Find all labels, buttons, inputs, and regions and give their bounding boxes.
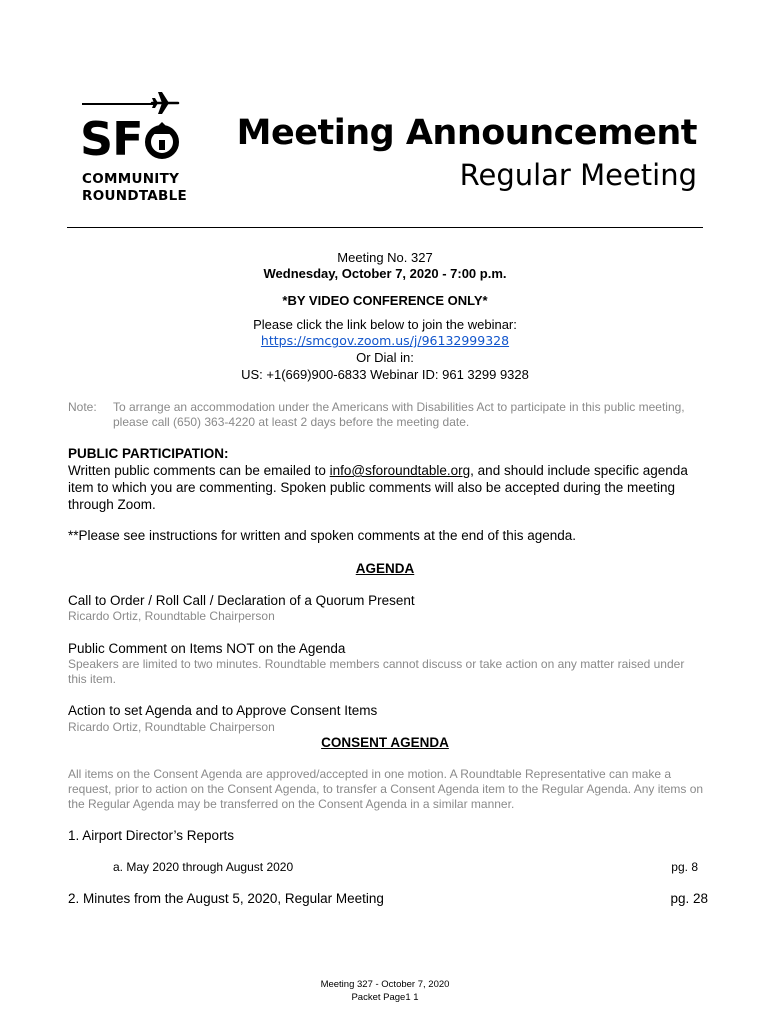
public-participation-text: Written public comments can be emailed to info@sforoundtable.org, and should include specific agenda item to which you are commenting. Spoken public comments will also be accepted during the meeting through Zoom. (68, 463, 688, 512)
page-title: Meeting Announcement (236, 113, 697, 153)
agenda-item-sub: Ricardo Ortiz, Roundtable Chairperson (68, 720, 275, 734)
join-instructions: Please click the link below to join the webinar: (253, 317, 517, 332)
consent-item-2 (68, 891, 708, 906)
logo-flight-line (82, 103, 154, 105)
email-link[interactable]: info@sforoundtable.org (329, 463, 471, 478)
consent-agenda-description: All items on the Consent Agenda are approved/accepted in one motion. A Roundtable Representative can make a request, prior to action on the Consent Agenda, to transfer a Consent Agenda item to the Regular Agenda. Any items on the Regular Agenda may be transferred on the Consent Agenda in a similar manner. (68, 767, 704, 811)
agenda-item-title: Action to set Agenda and to Approve Consent Items (68, 703, 378, 718)
header-divider (67, 227, 703, 228)
house-o-icon (144, 120, 180, 160)
consent-item-title: 1. Airport Director’s Reports (68, 828, 235, 843)
logo-roundtable-text: ROUNDTABLE (82, 188, 188, 204)
agenda-item-title: Call to Order / Roll Call / Declaration of a Quorum Present (68, 593, 415, 608)
page-subtitle: Regular Meeting (459, 158, 697, 192)
airplane-icon (150, 90, 180, 116)
public-participation-heading: PUBLIC PARTICIPATION: (68, 446, 229, 461)
instructions-note: **Please see instructions for written and spoken comments at the end of this agenda. (68, 528, 577, 543)
dial-in-info: US: +1(669)900-6833 Webinar ID: 961 3299 9328 (241, 367, 529, 382)
footer-page: Packet Page1 1 (351, 992, 419, 1003)
agenda-item-title: Public Comment on Items NOT on the Agenda (68, 641, 346, 656)
agenda-heading: AGENDA (355, 561, 415, 576)
page-reference: pg. 8 (671, 860, 698, 874)
consent-item-1 (68, 828, 708, 843)
or-dial-text: Or Dial in: (356, 350, 414, 365)
logo-community-text: COMMUNITY (82, 171, 180, 187)
agenda-item-sub: Ricardo Ortiz, Roundtable Chairperson (68, 609, 275, 623)
consent-subitem-label: a. May 2020 through August 2020 (113, 860, 294, 874)
meeting-number: Meeting No. 327 (337, 250, 433, 265)
sfo-roundtable-logo (80, 90, 188, 205)
consent-item-title: 2. Minutes from the August 5, 2020, Regular Meeting (68, 891, 384, 906)
ada-note: To arrange an accommodation under the Americans with Disabilities Act to participate in this public meeting, please call (650) 363-4220 at least 2 days before the meeting date. (113, 400, 685, 429)
consent-subitem (113, 860, 698, 874)
footer-meeting: Meeting 327 - October 7, 2020 (320, 979, 450, 990)
logo-sf-text: SF (80, 112, 143, 166)
meeting-mode: *BY VIDEO CONFERENCE ONLY* (282, 293, 488, 308)
zoom-link[interactable]: https://smcgov.zoom.us/j/96132999328 (260, 333, 510, 348)
note-label: Note: (68, 400, 97, 414)
page-reference: pg. 28 (670, 891, 708, 906)
agenda-item-sub: Speakers are limited to two minutes. Roundtable members cannot discuss or take action on any matter raised under this item. (68, 657, 685, 686)
meeting-datetime: Wednesday, October 7, 2020 - 7:00 p.m. (263, 266, 507, 281)
consent-agenda-heading: CONSENT AGENDA (321, 735, 449, 750)
